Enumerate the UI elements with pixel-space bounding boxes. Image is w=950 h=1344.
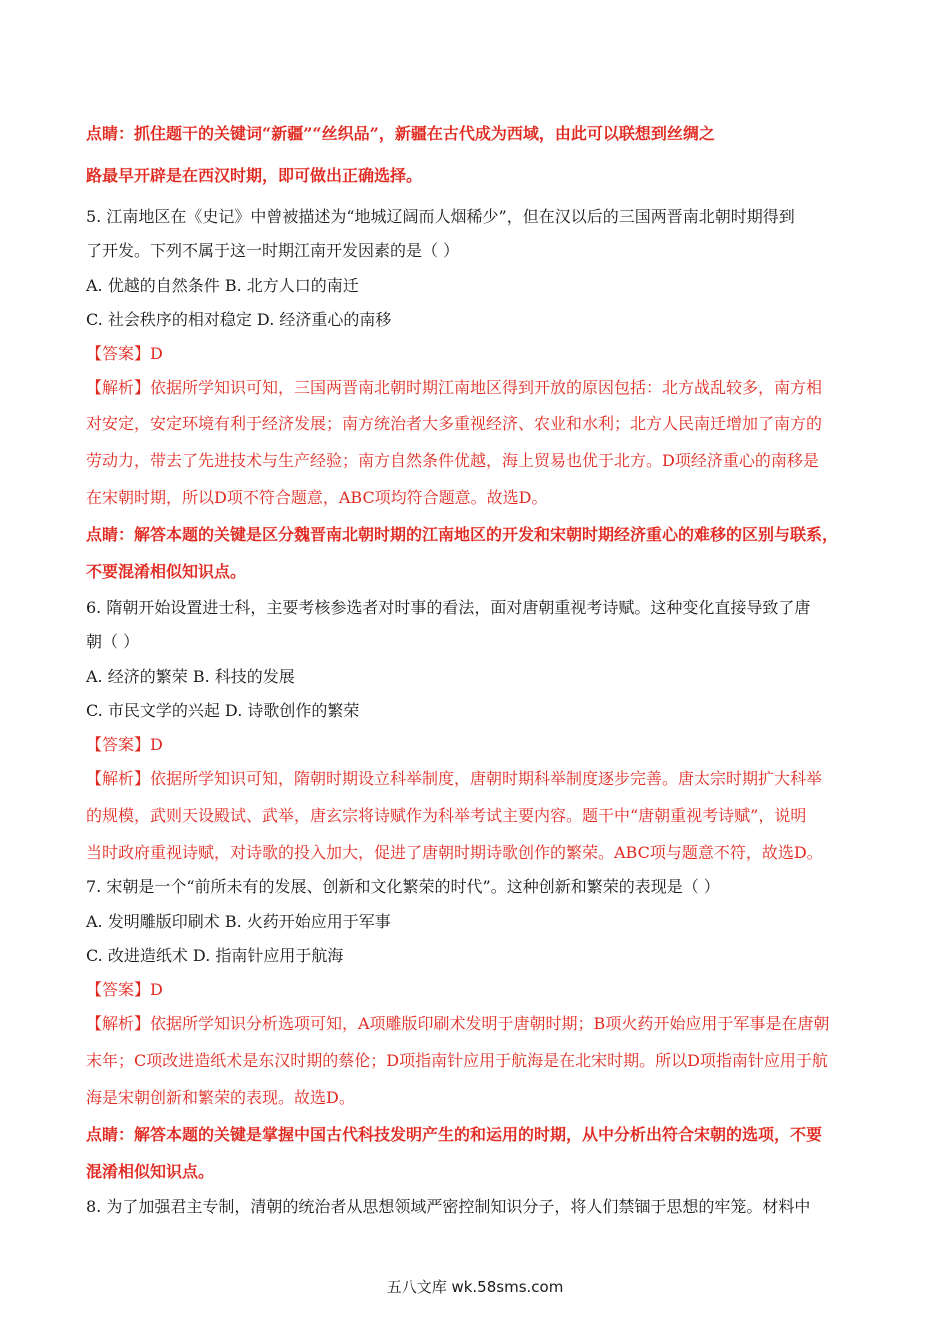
doc-line-q7-opt1: A. 发明雕版印刷术 B. 火药开始应用于军事 <box>86 912 391 931</box>
doc-line-q6-answer: 【答案】D <box>86 735 163 754</box>
doc-line-q5-exp-l4: 在宋朝时期，所以D项不符合题意，ABC项均符合题意。故选D。 <box>86 488 548 507</box>
doc-line-q5-exp-l3: 劳动力，带去了先进技术与生产经验；南方自然条件优越，海上贸易也优于北方。D项经济重心的南移是 <box>86 451 819 470</box>
doc-line-q7-exp-l1: 【解析】依据所学知识分析选项可知，A项雕版印刷术发明于唐朝时期；B项火药开始应用于军事是在唐朝 <box>86 1014 830 1033</box>
doc-line-q6-l2: 朝（ ） <box>86 632 140 651</box>
doc-line-q7-l1: 7. 宋朝是一个“前所未有的发展、创新和文化繁荣的时代”。这种创新和繁荣的表现是（ ） <box>86 877 720 896</box>
doc-line-q6-l1: 6. 隋朝开始设置进士科，主要考核参选者对时事的看法，面对唐朝重视考诗赋。这种变化直接导致了唐 <box>86 598 811 617</box>
doc-line-note5-l2: 不要混淆相似知识点。 <box>86 562 247 581</box>
doc-line-q5-opt1: A. 优越的自然条件 B. 北方人口的南迁 <box>86 276 359 295</box>
doc-line-q7-exp-l3: 海是宋朝创新和繁荣的表现。故选D。 <box>86 1088 355 1107</box>
doc-line-q8-l1: 8. 为了加强君主专制，清朝的统治者从思想领域严密控制知识分子，将人们禁锢于思想的牢笼。材料中 <box>86 1197 811 1216</box>
doc-line-q7-exp-l2: 末年；C项改进造纸术是东汉时期的蔡伦；D项指南针应用于航海是在北宋时期。所以D项指南针应用于航 <box>86 1051 828 1070</box>
doc-line-q5-answer: 【答案】D <box>86 344 163 363</box>
doc-line-q5-exp-l2: 对安定，安定环境有利于经济发展；南方统治者大多重视经济、农业和水利；北方人民南迁增加了南方的 <box>86 414 823 433</box>
doc-line-q6-exp-l3: 当时政府重视诗赋，对诗歌的投入加大，促进了唐朝时期诗歌创作的繁荣。ABC项与题意不符，故选D。 <box>86 843 823 862</box>
doc-line-q5-opt2: C. 社会秩序的相对稳定 D. 经济重心的南移 <box>86 310 392 329</box>
doc-line-note7-l1: 点睛：解答本题的关键是掌握中国古代科技发明产生的和运用的时期，从中分析出符合宋朝的选项，不要 <box>86 1125 823 1144</box>
doc-line-q6-exp-l2: 的规模，武则天设殿试、武举，唐玄宗将诗赋作为科举考试主要内容。题干中“唐朝重视考诗赋”，说明 <box>86 806 807 825</box>
doc-line-q5-exp-l1: 【解析】依据所学知识可知，三国两晋南北朝时期江南地区得到开放的原因包括：北方战乱较多，南方相 <box>86 378 823 397</box>
footer-watermark: 五八文库 wk.58sms.com <box>386 1278 564 1296</box>
doc-line-q7-answer: 【答案】D <box>86 980 163 999</box>
doc-line-q5-l2: 了开发。下列不属于这一时期江南开发因素的是（ ） <box>86 241 460 260</box>
doc-line-note4-l1: 点睛：抓住题干的关键词“新疆”“丝织品”，新疆在古代成为西域，由此可以联想到丝绸之 <box>86 124 715 143</box>
doc-line-q5-l1: 5. 江南地区在《史记》中曾被描述为“地城辽阔而人烟稀少”，但在汉以后的三国两晋南北朝时期得到 <box>86 207 795 226</box>
doc-line-note7-l2: 混淆相似知识点。 <box>86 1162 215 1181</box>
doc-line-note5-l1: 点睛：解答本题的关键是区分魏晋南北朝时期的江南地区的开发和宋朝时期经济重心的难移的区别与联系， <box>86 525 839 544</box>
doc-line-q6-opt1: A. 经济的繁荣 B. 科技的发展 <box>86 667 295 686</box>
doc-line-q6-opt2: C. 市民文学的兴起 D. 诗歌创作的繁荣 <box>86 701 360 720</box>
doc-line-q6-exp-l1: 【解析】依据所学知识可知，隋朝时期设立科举制度，唐朝时期科举制度逐步完善。唐太宗时期扩大科举 <box>86 769 823 788</box>
doc-line-q7-opt2: C. 改进造纸术 D. 指南针应用于航海 <box>86 946 344 965</box>
doc-line-note4-l2: 路最早开辟是在西汉时期，即可做出正确选择。 <box>86 166 423 185</box>
